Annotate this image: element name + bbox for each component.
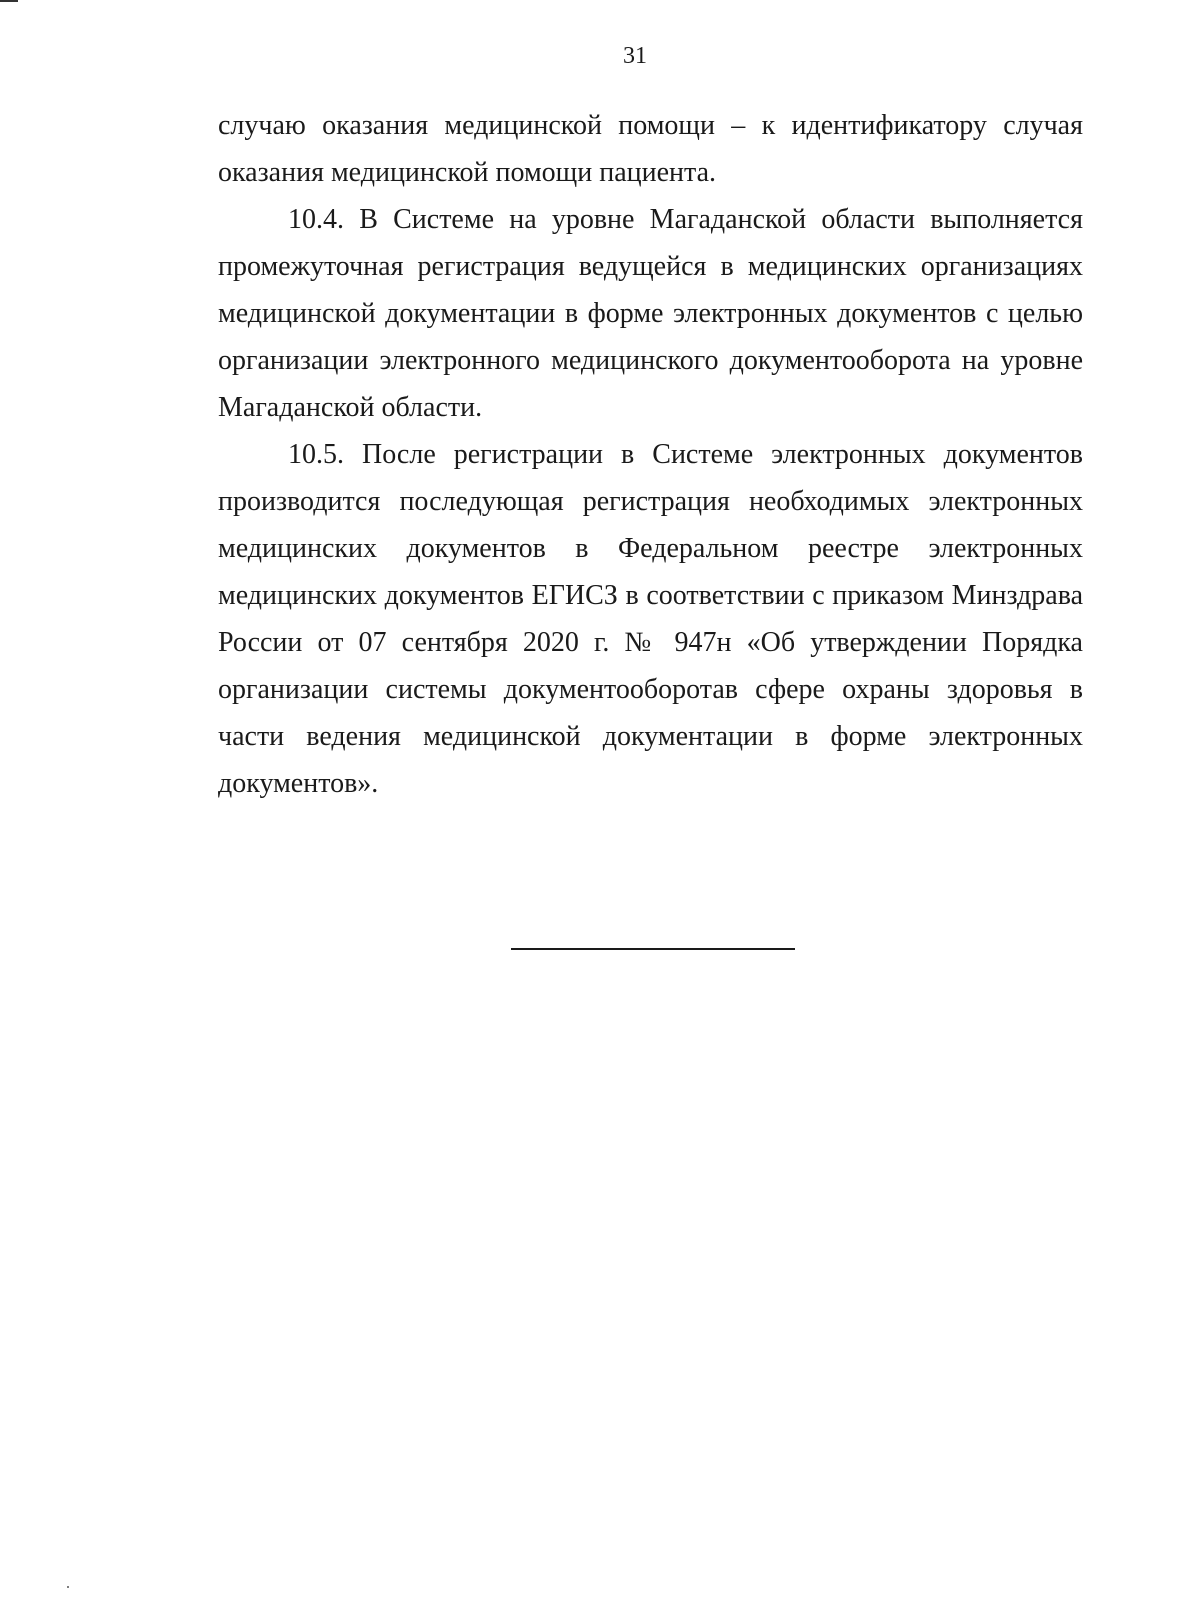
page-number: 31 (623, 43, 647, 69)
paragraph-10-4: 10.4. В Системе на уровне Магаданской области выполняется промежуточная регистрация ведущейся в медицинских организациях медицинской документации в форме электронных документов с целью организации электронного медицинского документооборота на уровне Магаданской области. (218, 204, 1083, 423)
paragraph-10-5: 10.5. После регистрации в Системе электронных документов производится последующая регистрация необходимых электронных медицинских документов в Федеральном реестре электронных медицинских документов ЕГИСЗ в соответствии с приказом Минздрава России от 07 сентября 2020 г. № 947н «Об утверждении Порядка организации системы документооборотав сфере охраны здоровья в части ведения медицинской документации в форме электронных документов». (218, 439, 1083, 799)
end-separator-line (511, 948, 795, 950)
paragraph-continuation: случаю оказания медицинской помощи – к идентификатору случая оказания медицинской помощи пациента. (218, 110, 1083, 188)
scan-corner-mark (0, 0, 18, 2)
scan-speck (67, 1586, 69, 1588)
document-body (218, 102, 1083, 807)
